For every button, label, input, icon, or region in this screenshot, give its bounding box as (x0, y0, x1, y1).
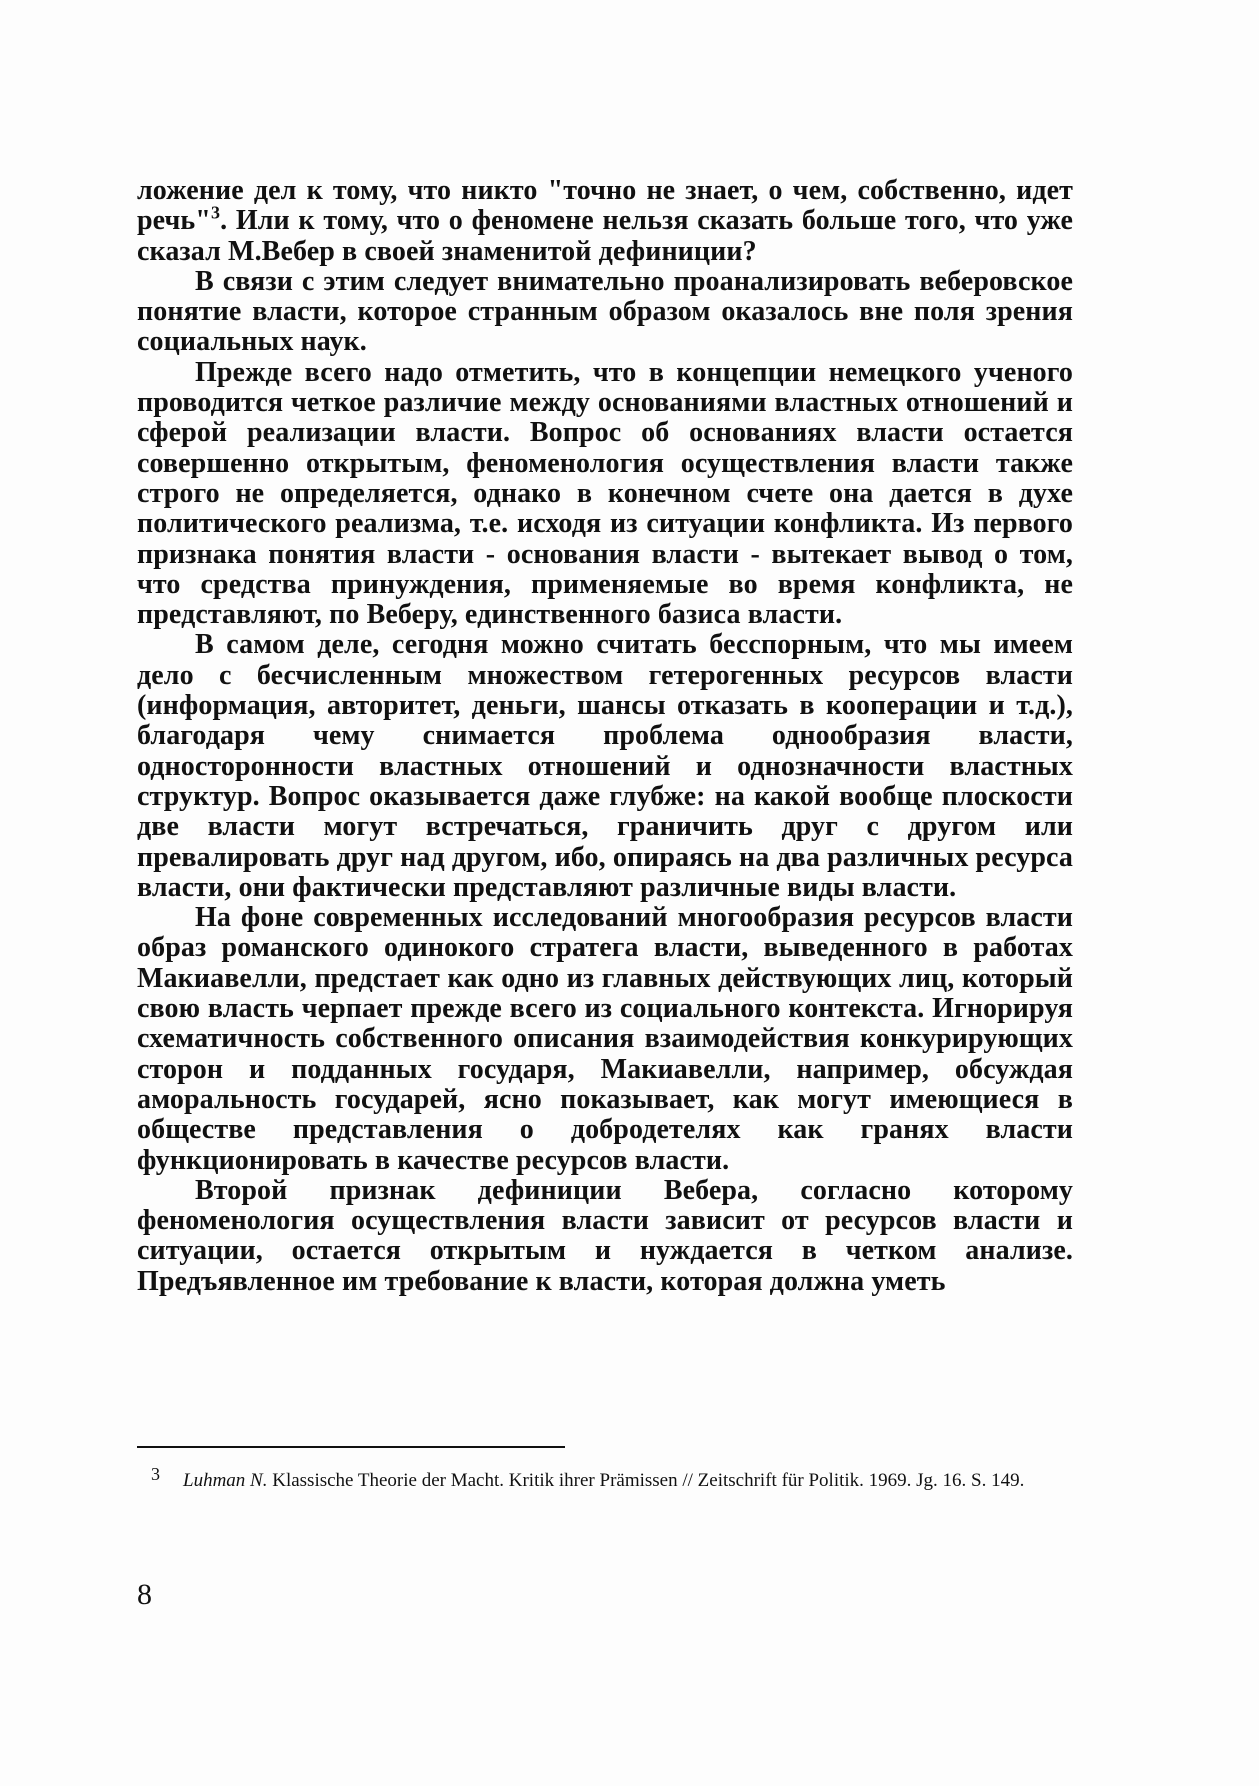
footnote-author: Luhman N. (183, 1470, 268, 1491)
footnote-marker: 3 (151, 1464, 160, 1484)
footnote (137, 1464, 1073, 1493)
page-number: 8 (137, 1578, 152, 1611)
paragraph-2: В связи с этим следует внимательно проанализировать веберовское понятие власти, которое странным образом оказалось вне поля зрения социальных наук. (137, 265, 1073, 358)
footnote-divider (137, 1446, 565, 1448)
paragraph-4: В самом деле, сегодня можно считать бесспорным, что мы имеем дело с бесчисленным множеством гетерогенных ресурсов власти (информация, авторитет, деньги, шансы отказать в кооперации и т.д.), благодаря чему снимается проблема однообразия власти, односторонности властных отношений и однозначности властных структур. Вопрос оказывается даже глубже: на какой вообще плоскости две власти могут встречаться, граничить друг с другом или превалировать друг над другом, ибо, опираясь на два различных ресурса власти, они фактически представляют различные виды власти. (137, 629, 1073, 903)
paragraph-5: На фоне современных исследований многообразия ресурсов власти образ романского одинокого стратега власти, выведенного в работах Макиавелли, предстает как одно из главных действующих лиц, который свою власть черпает прежде всего из социального контекста. Игнорируя схематичность собственного описания взаимодействия конкурирующих сторон и подданных государя, Макиавелли, например, обсуждая аморальность государей, ясно показывает, как могут имеющиеся в обществе представления о добродетелях как гранях власти функционировать в качестве ресурсов власти. (137, 902, 1073, 1176)
paragraph-3: Прежде всего надо отметить, что в концепции немецкого ученого проводится четкое различие между основаниями властных отношений и сферой реализации власти. Вопрос об основаниях власти остается совершенно открытым, феноменология осуществления власти также строго не определяется, однако в конечном счете она дается в духе политического реализма, т.е. исходя из ситуации конфликта. Из первого признака понятия власти - основания власти - вытекает вывод о том, что средства принуждения, применяемые во время конфликта, не представляют, по Веберу, единственного базиса власти. (137, 356, 1073, 631)
paragraph-6: Второй признак дефиниции Вебера, согласно которому феноменология осуществления власти зависит от ресурсов власти и ситуации, остается открытым и нуждается в четком анализе. Предъявленное им требование к власти, которая должна уметь (137, 1174, 1073, 1297)
footnote-reference[interactable]: 3 (210, 202, 221, 223)
paragraph-1 (137, 176, 1073, 267)
footnote-body (183, 1468, 1071, 1493)
main-text (137, 176, 1073, 1297)
paragraph-1-text: ложение дел к тому, что никто "точно не знает, о чем, собственно, идет речь" (137, 175, 1073, 237)
footnote-citation: Klassische Theorie der Macht. Kritik ihrer Prämissen // Zeitschrift für Politik. 1969. Jg. 16. S. 149. (267, 1470, 1025, 1491)
paragraph-1-text-cont: . Или к тому, что о феномене нельзя сказать больше того, что уже сказал М.Вебер в своей знаменитой дефиниции? (137, 205, 1073, 267)
